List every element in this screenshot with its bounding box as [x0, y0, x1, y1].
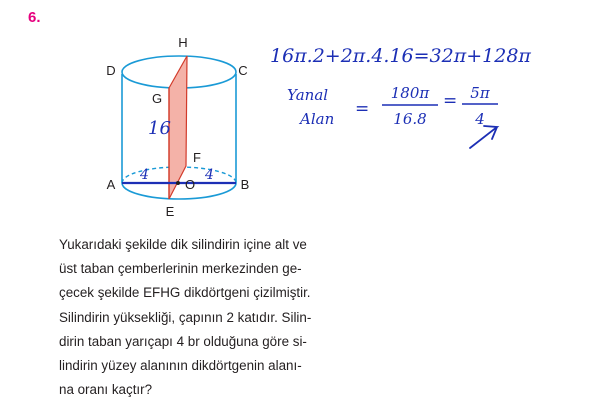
handwritten-radius-left: 4	[140, 167, 149, 183]
handwritten-equals-1: =	[355, 99, 370, 119]
problem-line: Yukarıdaki şekilde dik silindirin içine alt ve	[59, 237, 307, 252]
handwritten-alan: Alan	[300, 110, 335, 128]
label-d: D	[106, 63, 116, 78]
label-e: E	[165, 204, 175, 219]
label-g: G	[151, 91, 163, 106]
problem-line: üst taban çemberlerinin merkezinden ge-	[59, 261, 302, 277]
problem-line: Silindirin yüksekliği, çapının 2 katıdır. Silin-	[59, 309, 312, 325]
problem-text	[59, 233, 359, 402]
handwritten-equals-2: =	[443, 91, 458, 111]
problem-line: çecek şekilde EFHG dikdörtgeni çizilmiştir.	[59, 285, 311, 301]
handwritten-height-16: 16	[148, 118, 171, 139]
label-f: F	[193, 150, 201, 165]
center-point-o	[176, 181, 180, 185]
label-c: C	[238, 63, 248, 78]
label-o: O	[184, 177, 196, 192]
handwritten-radius-right: 4	[205, 167, 214, 183]
problem-line: lindirin yüzey alanının dikdörtgenin alanı-	[59, 358, 302, 374]
label-b: B	[240, 177, 250, 192]
label-h: H	[178, 35, 188, 50]
question-number: 6.	[28, 9, 41, 26]
handwritten-numerator: 180π	[390, 84, 430, 102]
handwritten-result-denominator: 4	[475, 110, 485, 128]
label-a: A	[106, 177, 116, 192]
handwritten-arrow-mark	[470, 126, 497, 148]
handwritten-denominator: 16.8	[393, 110, 427, 128]
problem-line: dirin taban yarıçapı 4 br olduğuna göre si-	[59, 333, 307, 349]
handwritten-yanal: Yanal	[287, 86, 329, 104]
bottom-base-front-arc	[122, 183, 236, 199]
handwritten-result-numerator: 5π	[470, 84, 490, 102]
problem-line: na oranı kaçtır?	[59, 382, 153, 398]
handwritten-area-calculation: 16π.2+2π.4.16=32π+128π	[270, 45, 531, 67]
